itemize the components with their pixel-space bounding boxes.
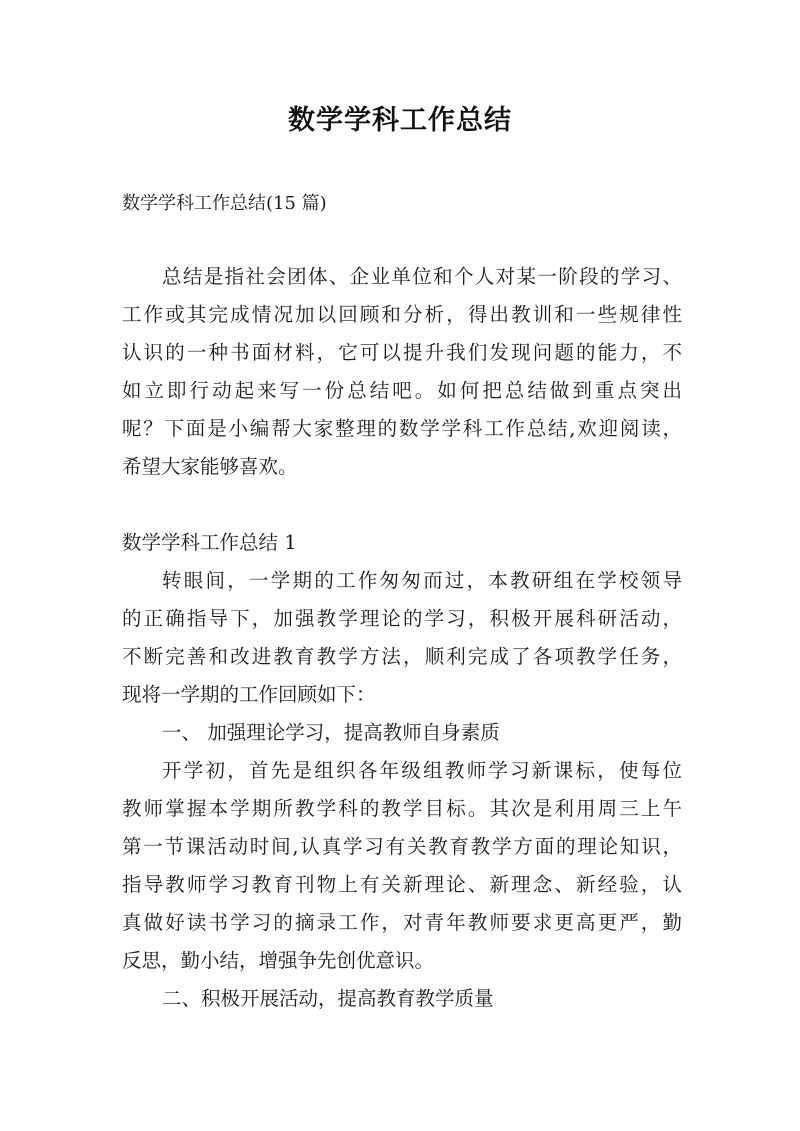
section-heading: 数学学科工作总结 1 bbox=[122, 531, 297, 554]
paragraph-line: 的正确指导下，加强教学理论的学习，积极开展科研活动， bbox=[122, 607, 682, 630]
intro-line: 如立即行动起来写一份总结吧。如何把总结做到重点突出 bbox=[122, 379, 682, 402]
paragraph-line: 开学初，首先是组织各年级组教师学习新课标，使每位 bbox=[162, 759, 682, 782]
point-heading-1: 一、 加强理论学习，提高教师自身素质 bbox=[162, 721, 500, 744]
paragraph-line: 现将一学期的工作回顾如下： bbox=[122, 683, 376, 706]
paragraph-line: 指导教师学习教育刊物上有关新理论、新理念、新经验，认 bbox=[122, 873, 682, 896]
document-subtitle: 数学学科工作总结(15 篇) bbox=[122, 193, 327, 214]
intro-line: 工作或其完成情况加以回顾和分析，得出教训和一些规律性 bbox=[122, 303, 682, 326]
point-heading-2: 二、积极开展活动，提高教育教学质量 bbox=[162, 987, 494, 1010]
intro-line: 总结是指社会团体、企业单位和个人对某一阶段的学习、 bbox=[162, 265, 682, 288]
paragraph-line: 反思，勤小结，增强争先创优意识。 bbox=[122, 949, 435, 972]
intro-line: 呢？下面是小编帮大家整理的数学学科工作总结,欢迎阅读， bbox=[122, 417, 682, 440]
intro-line: 希望大家能够喜欢。 bbox=[122, 455, 298, 478]
paragraph-line: 转眼间，一学期的工作匆匆而过，本教研组在学校领导 bbox=[162, 569, 682, 592]
document-title: 数学学科工作总结 bbox=[288, 105, 512, 136]
intro-line: 认识的一种书面材料，它可以提升我们发现问题的能力，不 bbox=[122, 341, 682, 364]
paragraph-line: 真做好读书学习的摘录工作，对青年教师要求更高更严，勤 bbox=[122, 911, 682, 934]
paragraph-line: 不断完善和改进教育教学方法，顺利完成了各项教学任务， bbox=[122, 645, 682, 668]
paragraph-line: 教师掌握本学期所教学科的教学目标。其次是利用周三上午 bbox=[122, 797, 682, 820]
paragraph-line: 第一节课活动时间,认真学习有关教育教学方面的理论知识， bbox=[122, 835, 682, 858]
